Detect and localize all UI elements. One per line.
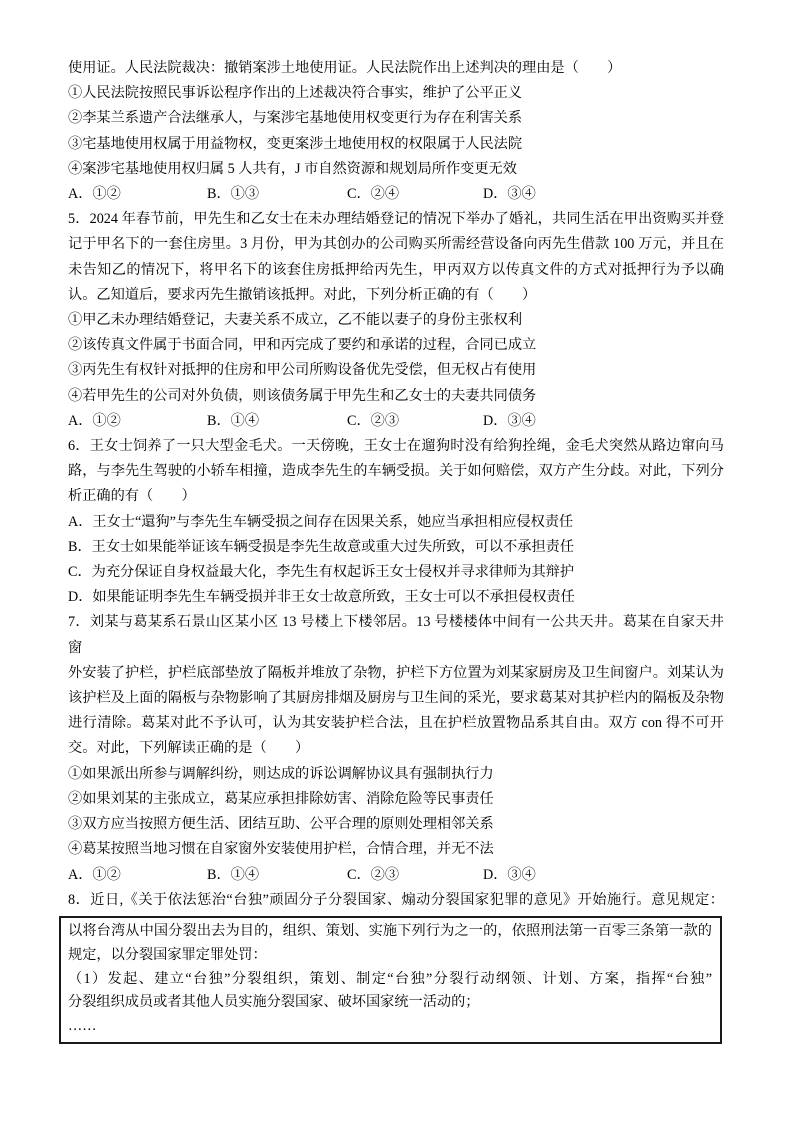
options-row	[68, 182, 724, 207]
text-line: 交。对此，下列解读正确的是（ ）	[68, 740, 310, 757]
text-line: 6．王女士饲养了一只大型金毛犬。一天傍晚，王女士在遛狗时没有给狗拴绳，金毛犬突然从路边窜向马	[68, 438, 724, 455]
option-choice: C．②④	[347, 186, 400, 203]
text-line: 路，与李先生驾驶的小轿车相撞，造成李先生的车辆受损。关于如何赔偿，双方产生分歧。对此，下列分	[68, 463, 724, 480]
option-choice: D．③④	[483, 866, 536, 883]
option-choice: C．②③	[347, 412, 400, 429]
text-line: 进行清除。葛某对此不予认可，认为其安装护栏合法，且在护栏放置物品系其自由。双方 con 得不可开	[68, 715, 724, 732]
text-line: 以将台湾从中国分裂出去为目的，组织、策划、实施下列行为之一的，依照刑法第一百零三条第一款的	[68, 922, 712, 939]
options-row	[68, 409, 724, 434]
option-choice: A．①②	[68, 412, 121, 429]
text-line: D．如果能证明李先生车辆受损并非王女士故意所致，王女士可以不承担侵权责任	[68, 589, 575, 606]
text-line: 8．近日,《关于依法惩治“台独”顽固分子分裂国家、煽动分裂国家犯罪的意见》开始施行。意见规定：	[68, 891, 724, 908]
text-line: 认。乙知道后，要求丙先生撤销该抵押。对此，下列分析正确的有（ ）	[68, 286, 537, 303]
text-line: 7．刘某与葛某系石景山区某小区 13 号楼上下楼邻居。13 号楼楼体中间有一公共天井。葛某在自家天井窗	[68, 614, 724, 656]
option-choice: B．①③	[207, 186, 260, 203]
text-line: 未告知乙的情况下，将甲名下的该套住房抵押给丙先生，甲丙双方以传真文件的方式对抵押行为予以确	[68, 261, 724, 278]
text-line: 5．2024 年春节前，甲先生和乙女士在未办理结婚登记的情况下举办了婚礼，共同生活在甲出资购买并登	[68, 211, 724, 228]
text-line: 记于甲名下的一套住房里。3 月份，甲为其创办的公司购买所需经营设备向丙先生借款 100 万元，并且在	[68, 236, 724, 253]
option-choice: A．①②	[68, 866, 121, 883]
text-line: ③丙先生有权针对抵押的住房和甲公司所购设备优先受偿，但无权占有使用	[68, 362, 537, 379]
text-line: 析正确的有（ ）	[68, 488, 196, 505]
text-line: 该护栏及上面的隔板与杂物影响了其厨房排烟及厨房与卫生间的采光，要求葛某对其护栏内的隔板及杂物	[68, 690, 724, 707]
text-line: ④葛某按照当地习惯在自家窗外安装使用护栏，合情合理，并无不法	[68, 841, 494, 858]
option-choice: A．①②	[68, 186, 121, 203]
option-choice: B．①④	[207, 866, 260, 883]
option-choice: B．①④	[207, 412, 260, 429]
text-line: A．王女士“還狗”与李先生车辆受损之间存在因果关系，她应当承担相应侵权责任	[68, 513, 574, 530]
option-choice: D．③④	[483, 186, 536, 203]
text-line: ①人民法院按照民事诉讼程序作出的上述裁决符合事实，维护了公平正义	[68, 85, 523, 102]
text-line: ②李某兰系遗产合法继承人，与案涉宅基地使用权变更行为存在利害关系	[68, 110, 523, 127]
option-choice: D．③④	[483, 412, 536, 429]
text-line: ……	[68, 1018, 97, 1035]
text-line: ①如果派出所参与调解纠纷，则达成的诉讼调解协议具有强制执行力	[68, 765, 494, 782]
text-line: ④案涉宅基地使用权归属 5 人共有，J 市自然资源和规划局所作变更无效	[68, 160, 517, 177]
text-line: ④若甲先生的公司对外负债，则该债务属于甲先生和乙女士的夫妻共同债务	[68, 387, 537, 404]
option-choice: C．②③	[347, 866, 400, 883]
text-line: ②该传真文件属于书面合同，甲和丙完成了要约和承诺的过程，合同已成立	[68, 337, 537, 354]
text-line: 外安装了护栏，护栏底部垫放了隔板并堆放了杂物，护栏下方位置为刘某家厨房及卫生间窗户。刘某认为	[68, 664, 724, 681]
text-line: B．王女士如果能举证该车辆受损是李先生故意或重大过失所致，可以不承担责任	[68, 538, 575, 555]
text-line: ③双方应当按照方便生活、团结互助、公平合理的原则处理相邻关系	[68, 816, 494, 833]
text-line: C．为充分保证自身权益最大化，李先生有权起诉王女士侵权并寻求律师为其辩护	[68, 564, 575, 581]
text-line: ②如果刘某的主张成立，葛某应承担排除妨害、消除危险等民事责任	[68, 790, 494, 807]
text-line: （1）发起、建立“台独”分裂组织，策划、制定“台独”分裂行动纲领、计划、方案，指挥“台独”	[68, 970, 712, 987]
text-line: 规定，以分裂国家罪定罪处罚：	[68, 946, 267, 963]
text-line: ③宅基地使用权属于用益物权，变更案涉土地使用权的权限属于人民法院	[68, 135, 523, 152]
text-line: 使用证。人民法院裁决：撤销案涉土地使用证。人民法院作出上述判决的理由是（ ）	[68, 60, 622, 76]
document-body	[68, 56, 724, 1044]
regulation-quote-box	[59, 916, 722, 1044]
text-line: 分裂组织成员或者其他人员实施分裂国家、破坏国家统一活动的；	[68, 994, 480, 1011]
text-line: ①甲乙未办理结婚登记，夫妻关系不成立，乙不能以妻子的身份主张权利	[68, 312, 523, 329]
options-row	[68, 863, 724, 888]
